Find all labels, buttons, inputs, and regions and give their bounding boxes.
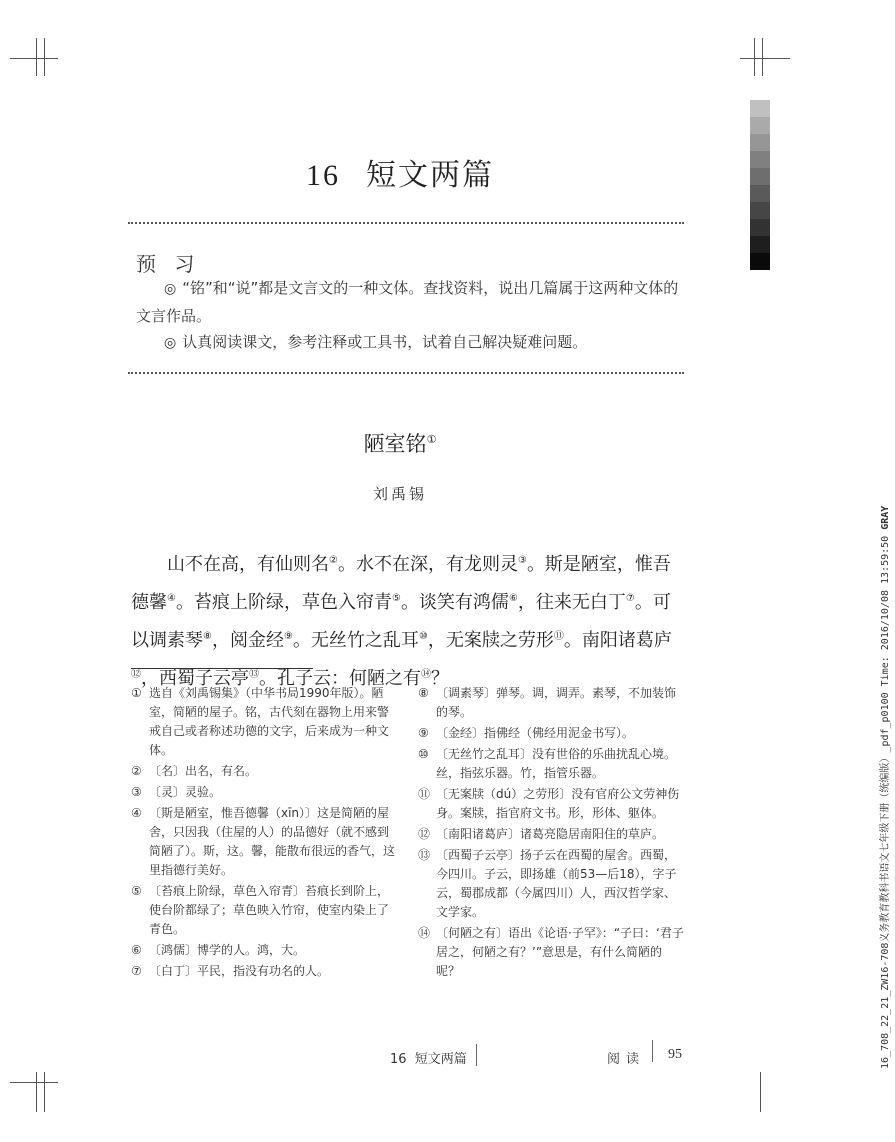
footnote-text: 〔名〕出名，有名。 — [149, 764, 258, 778]
footnote-text: 〔灵〕灵验。 — [149, 785, 222, 799]
footnote-number: ③ — [131, 785, 142, 799]
footnote-text: 〔调素琴〕弹琴。调，调弄。素琴，不加装饰的琴。 — [436, 686, 677, 719]
footnote-item — [418, 924, 686, 981]
footer-chapter-label: 16 短文两篇 — [390, 1052, 467, 1067]
footnote-text: 选自《刘禹锡集》（中华书局1990年版）。陋室，简陋的屋子。铭，古代刻在器物上用来警戒自己或者称述功德的文字，后来成为一种文体。 — [149, 686, 390, 757]
preview-item — [136, 275, 684, 330]
footnote-text: 〔无丝竹之乱耳〕没有世俗的乐曲扰乱心境。丝，指弦乐器。竹，指管乐器。 — [436, 747, 677, 780]
footnote-ref: ③ — [517, 555, 527, 566]
print-info — [877, 505, 895, 1069]
footnote-text: 〔无案牍（dú）之劳形〕没有官府公文劳神伤身。案牍，指官府文书。形，形体、躯体。 — [436, 787, 680, 820]
body-segment: ，阅金经 — [211, 630, 284, 651]
footnote-item — [418, 785, 686, 823]
crop-mark — [760, 1072, 761, 1112]
body-segment: 。苔痕上阶绿，草色入帘青 — [175, 592, 392, 613]
footnote-number: ⑥ — [131, 943, 142, 957]
footnote-ref: ⑥ — [508, 593, 518, 604]
footnote-number: ② — [131, 764, 142, 778]
footnote-ref: ⑩ — [418, 631, 428, 642]
footnote-item — [131, 962, 399, 981]
footnote-ref: ⑧ — [203, 631, 212, 642]
body-segment: 。谈笑有鸿儒 — [400, 592, 509, 613]
body-segment: ，往来无白丁 — [517, 592, 626, 613]
footnotes-right — [418, 684, 686, 983]
crop-mark — [44, 38, 45, 76]
body-segment: 。南阳诸葛庐 — [563, 630, 672, 651]
footnote-ref: ⑭ — [421, 669, 431, 680]
footnote-number: ① — [131, 686, 142, 700]
crop-mark — [10, 58, 58, 59]
body-segment: 。无丝竹之乱耳 — [292, 630, 419, 651]
footnote-item — [131, 882, 399, 939]
author-name: 刘禹锡 — [372, 485, 427, 503]
footnote-item — [131, 783, 399, 802]
footnote-item — [418, 745, 686, 783]
body-segment: ，西蜀子云亭 — [141, 668, 249, 689]
crop-mark — [44, 1072, 45, 1112]
footnote-ref: ② — [329, 555, 338, 566]
chapter-title-text: 短文两篇 — [366, 158, 494, 193]
footnote-text: 〔苔痕上阶绿，草色入帘青〕苔痕长到阶上，使台阶都绿了；草色映入竹帘，使室内染上了青色。 — [149, 884, 390, 936]
body-segment: 。孔子云：何陋之有 — [259, 668, 421, 689]
footnote-item — [131, 941, 399, 960]
footer-divider — [652, 1040, 653, 1062]
footnote-number: ⑬ — [418, 848, 431, 862]
footnote-number: ⑭ — [418, 926, 431, 940]
article-title — [0, 428, 800, 458]
body-segment: 山不在高，有仙则名 — [167, 554, 329, 575]
body-segment: ？ — [431, 668, 449, 689]
gray-label: GRAY — [880, 505, 891, 530]
footnote-item — [131, 804, 399, 880]
footnote-number: ⑪ — [418, 787, 431, 801]
article-body — [131, 544, 687, 696]
footnote-ref: ⑨ — [283, 631, 293, 642]
crop-mark — [754, 38, 755, 76]
article-title-text: 陋室铭 — [363, 432, 427, 456]
footnote-text: 〔西蜀子云亭〕扬子云在西蜀的屋舍。西蜀，今四川。子云，即扬雄（前53—后18），字子云，蜀郡成都（今属四川）人，西汉哲学家、文学家。 — [436, 848, 677, 919]
footnote-number: ⑩ — [418, 747, 429, 761]
footnote-item — [418, 684, 686, 722]
footnote-number: ⑦ — [131, 964, 142, 978]
footnote-number: ④ — [131, 806, 142, 820]
crop-mark — [36, 38, 37, 76]
footnote-item — [418, 825, 686, 844]
body-paragraph — [131, 544, 687, 696]
footnote-item — [131, 762, 399, 781]
double-circle-icon: ◎ — [164, 335, 177, 351]
dotted-divider — [128, 222, 684, 224]
footnote-text: 〔斯是陋室，惟吾德馨（xīn）〕这是简陋的屋舍，只因我（住屋的人）的品德好（就不感到简陋了）。斯，这。馨，能散布很远的香气，这里指德行美好。 — [149, 806, 396, 877]
footnote-text: 〔南阳诸葛庐〕诸葛亮隐居南阳住的草庐。 — [436, 827, 665, 841]
footnotes-left — [131, 684, 399, 983]
preview-text: 认真阅读课文，参考注释或工具书，试着自己解决疑难问题。 — [182, 333, 588, 351]
footnote-number: ⑤ — [131, 884, 142, 898]
body-segment: 。斯是陋室，惟吾德馨 — [131, 554, 671, 613]
preview-heading: 预 习 — [136, 252, 201, 276]
dotted-divider — [128, 372, 684, 374]
footer-section: 阅读 — [607, 1052, 646, 1067]
footnote-rule — [131, 668, 313, 669]
footnote-item — [418, 724, 686, 743]
body-segment: ，无案牍之劳形 — [427, 630, 554, 651]
print-info-text: 16_708_22_21_ZW16-708义务教育教科书语文七年级下册（统编版）_pdf_p0100 Time: 2016/10/08 13:59:50 — [880, 535, 891, 1069]
double-circle-icon: ◎ — [164, 281, 177, 297]
footnote-number: ⑨ — [418, 726, 429, 740]
footnote-item — [418, 846, 686, 922]
footer-divider — [476, 1044, 477, 1066]
chapter-title — [0, 150, 800, 194]
footnote-text: 〔何陋之有〕语出《论语·子罕》：“子曰：‘君子居之，何陋之有？’”意思是，有什么简陋的呢？ — [436, 926, 684, 978]
crop-mark — [740, 58, 790, 59]
crop-mark — [36, 1072, 37, 1112]
footnote-number: ⑫ — [418, 827, 431, 841]
footnote-ref: ④ — [167, 593, 176, 604]
footnote-ref: ⑤ — [391, 593, 401, 604]
body-segment: 。水不在深，有龙则灵 — [337, 554, 518, 575]
page-number: 95 — [668, 1047, 682, 1062]
preview-text: “铭”和“说”都是文言文的一种文体。查找资料，说出几篇属于这两种文体的文言作品。 — [136, 279, 679, 325]
footnote-ref: ⑬ — [249, 669, 259, 680]
footnote-ref: ① — [426, 433, 437, 446]
footnote-ref: ⑦ — [625, 593, 635, 604]
crop-mark — [10, 1082, 58, 1083]
footnote-item — [131, 684, 399, 760]
footnote-ref: ⑫ — [131, 669, 141, 680]
chapter-number: 16 — [306, 159, 340, 192]
footnote-number: ⑧ — [418, 686, 429, 700]
footnote-text: 〔鸿儒〕博学的人。鸿，大。 — [149, 943, 306, 957]
preview-item — [136, 329, 684, 357]
footnote-text: 〔金经〕指佛经（佛经用泥金书写）。 — [436, 726, 635, 740]
crop-mark — [762, 38, 763, 76]
body-segment: 。可以调素琴 — [131, 592, 671, 651]
footnote-text: 〔白丁〕平民，指没有功名的人。 — [149, 964, 330, 978]
footnote-ref: ⑪ — [553, 631, 564, 642]
